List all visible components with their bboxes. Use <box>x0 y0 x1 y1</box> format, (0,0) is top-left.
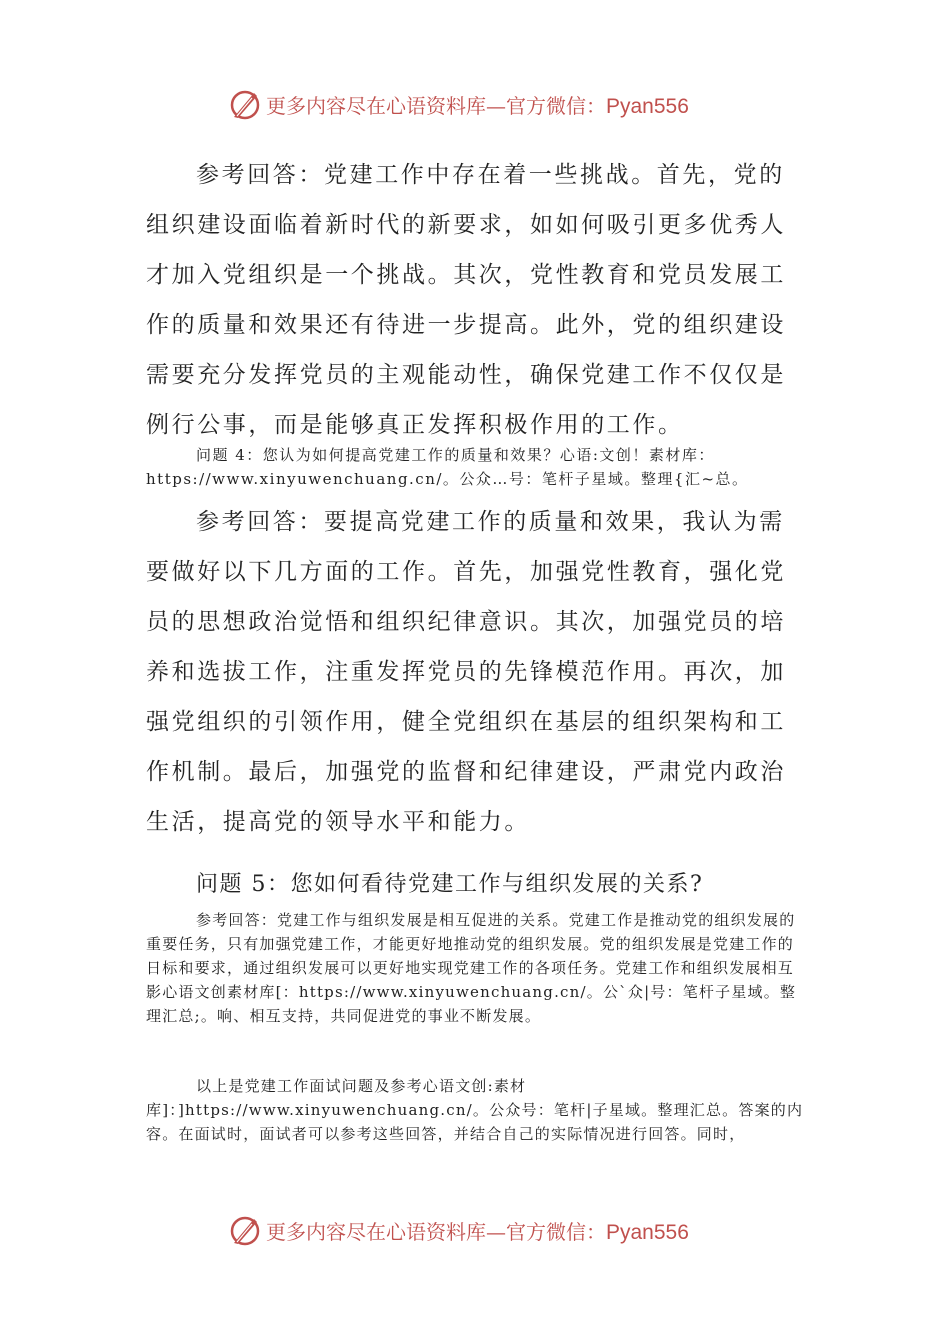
summary-block <box>146 1074 808 1146</box>
question-4: 问题 4：您认为如何提高党建工作的质量和效果？心语:文创！素材库：https://www.xinyuwenchuang.cn/。公众…号：笔杆子星域。整理{汇~总。 <box>146 446 749 488</box>
summary-paragraph: 以上是党建工作面试问题及参考心语文创:素材库]：]https://www.xinyuwenchuang.cn/。公众号：笔杆|子星域。整理汇总。答案的内容。在面试时，面试者可以参考这些回答，并结合自己的实际情况进行回答。同时， <box>146 1077 804 1143</box>
question-4-block <box>146 443 808 491</box>
header-banner <box>228 84 689 124</box>
footer-banner <box>228 1210 689 1250</box>
banner-text: 更多内容尽在心语资料库—官方微信：Pyan556 <box>266 93 689 118</box>
quill-logo-icon <box>228 1213 262 1247</box>
wechat-handle: Pyan556 <box>606 94 689 118</box>
answer-paragraph-3: 参考回答：党建工作与组织发展是相互促进的关系。党建工作是推动党的组织发展的重要任务，只有加强党建工作，才能更好地推动党的组织发展。党的组织发展是党建工作的日标和要求，通过组织发展可以更好地实现党建工作的各项任务。党建工作和组织发展相互影心语文创素材库[：https://www.xinyuwenchuang.cn/。公`众|号：笔杆子星域。整理汇总;。响、相互支持，共同促进党的事业不断发展。 <box>146 911 797 1025</box>
quill-logo-icon <box>228 87 262 121</box>
answer-5-block <box>146 908 808 1028</box>
wechat-handle: Pyan556 <box>606 1220 689 1244</box>
answer-paragraph-1: 参考回答：党建工作中存在着一些挑战。首先，党的组织建设面临着新时代的新要求，如如何吸引更多优秀人才加入党组织是一个挑战。其次，党性教育和党员发展工作的质量和效果还有待进一步提高。此外，党的组织建设需要充分发挥党员的主观能动性，确保党建工作不仅仅是例行公事，而是能够真正发挥积极作用的工作。 <box>146 162 786 438</box>
banner-text: 更多内容尽在心语资料库—官方微信：Pyan556 <box>266 1219 689 1244</box>
answer-4-block <box>146 497 808 847</box>
question-5: 问题 5：您如何看待党建工作与组织发展的关系? <box>196 872 704 897</box>
question-5-block <box>146 866 808 904</box>
document-body <box>146 150 808 450</box>
answer-paragraph-2: 参考回答：要提高党建工作的质量和效果，我认为需要做好以下几方面的工作。首先，加强党性教育，强化党员的思想政治觉悟和组织纪律意识。其次，加强党员的培养和选拔工作，注重发挥党员的先锋模范作用。再次，加强党组织的引领作用，健全党组织在基层的组织架构和工作机制。最后，加强党的监督和纪律建设，严肃党内政治生活，提高党的领导水平和能力。 <box>146 509 786 835</box>
